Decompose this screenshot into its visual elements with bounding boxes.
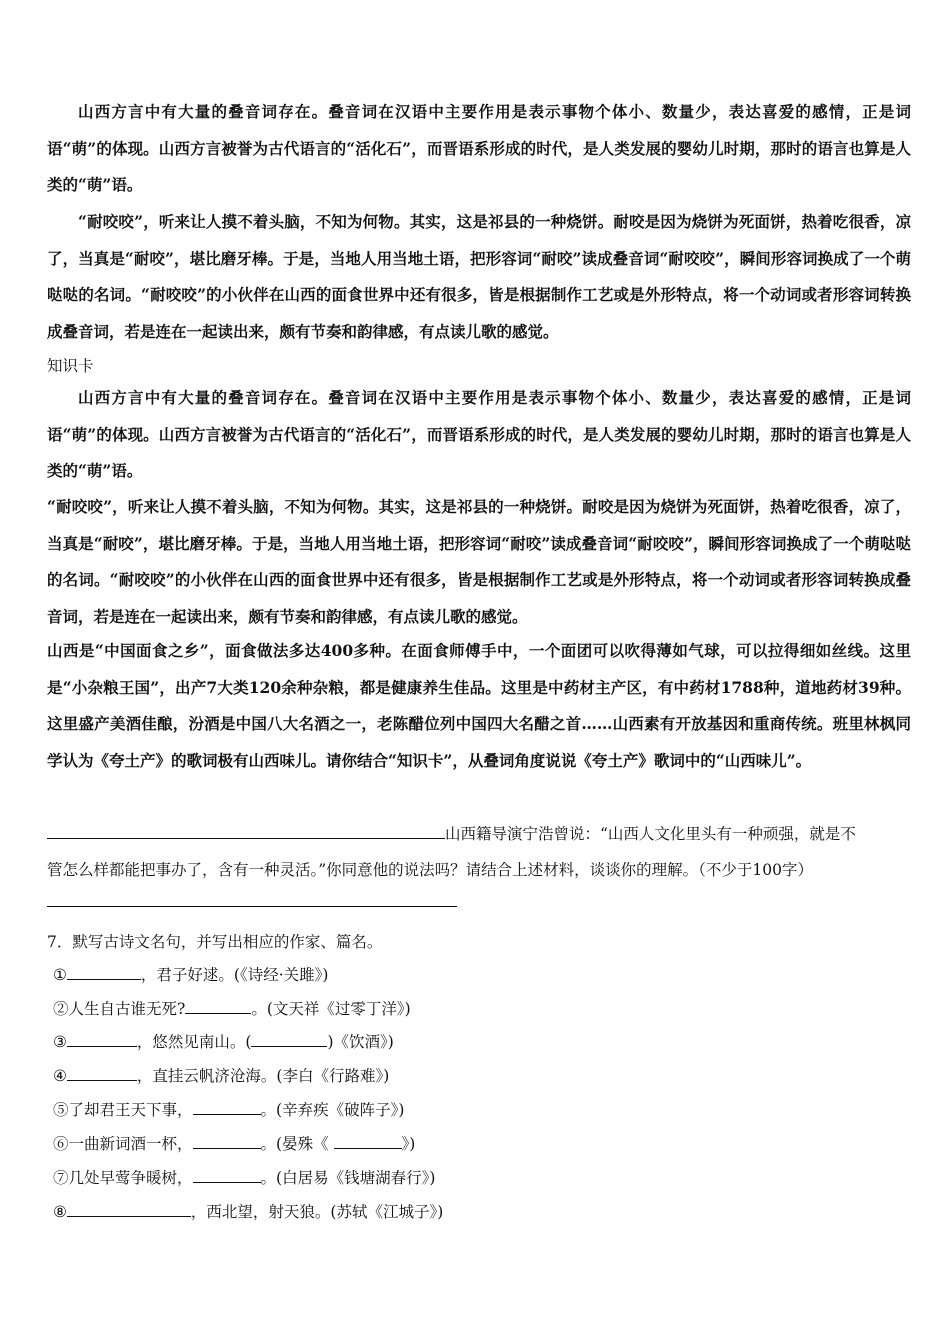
- poem-blank[interactable]: [67, 962, 141, 980]
- poem-title-blank[interactable]: [334, 1131, 402, 1149]
- poem-blank[interactable]: [193, 1097, 261, 1115]
- poem-blank[interactable]: [67, 1199, 191, 1217]
- answer-blank-line[interactable]: [47, 821, 445, 839]
- poem-item-5: ⑤了却君王天下事， 。(辛弃疾《破阵子》): [53, 1097, 404, 1120]
- poem-item-8: ⑧ ，西北望，射天狼。(苏轼《江城子》): [53, 1199, 443, 1222]
- poem-blank[interactable]: [193, 1131, 261, 1149]
- knowledge-card-paragraph-2: “耐咬咬”，听来让人摸不着头脑，不知为何物。其实，这是祁县的一种烧饼。耐咬是因为烧饼为死面饼，热着吃很香，凉了，当真是“耐咬”，堪比磨牙棒。于是，当地人用当地土语，把形容词“耐咬”读成叠音词“耐咬咬”，瞬间形容词换成了一个萌哒哒的名词。“耐咬咬”的小伙伴在山西的面食世界中还有很多，皆是根据制作工艺或是外形特点，将一个动词或者形容词转换成叠音词，若是连在一起读出来，颇有节奏和韵律感，有点读儿歌的感觉。: [47, 497, 911, 626]
- poem-author-blank[interactable]: [251, 1029, 327, 1047]
- poem-blank[interactable]: [67, 1029, 137, 1047]
- poem-item-3: ③ ，悠然见南山。( )《饮酒》): [53, 1029, 394, 1052]
- knowledge-card-label: 知识卡: [47, 357, 94, 375]
- poem-item-4: ④ ，直挂云帆济沧海。(李白《行路难》): [53, 1063, 389, 1086]
- director-quote-line-1: 山西籍导演宁浩曾说：“山西人文化里头有一种顽强，就是不: [47, 816, 911, 852]
- poem-item-7: ⑦几处早莺争暖树， 。(白居易《钱塘湖春行》): [53, 1165, 435, 1188]
- poem-blank[interactable]: [67, 1063, 137, 1081]
- question-7-title: 7．默写古诗文名句，并写出相应的作家、篇名。: [47, 933, 383, 951]
- shanxi-intro-paragraph: 山西是“中国面食之乡”，面食做法多达400多种。在面食师傅手中，一个面团可以吹得薄如气球，可以拉得细如丝线。这里是“小杂粮王国”，出产7大类120余种杂粮，都是健康养生佳品。这里是中药材主产区，有中药材1788种，道地药材39种。这里盛产美酒佳酿，汾酒是中国八大名酒之一，老陈醋位列中国四大名醋之首……山西素有开放基因和重商传统。班里林枫同学认为《夸土产》的歌词极有山西味儿。请你结合“知识卡”，从叠词角度说说《夸土产》歌词中的“山西味儿”。: [47, 641, 911, 770]
- answer-blank-row: [47, 884, 911, 920]
- poem-item-1: ① ，君子好逑。(《诗经·关雎》): [53, 962, 328, 985]
- answer-blank-line-2[interactable]: [47, 889, 457, 907]
- poem-item-6: ⑥一曲新词酒一杯， 。(晏殊《 》): [53, 1131, 415, 1154]
- poem-blank[interactable]: [193, 1165, 261, 1183]
- passage-paragraph-1: 山西方言中有大量的叠音词存在。叠音词在汉语中主要作用是表示事物个体小、数量少，表达喜爱的感情，正是词语“萌”的体现。山西方言被誉为古代语言的“活化石”，而晋语系形成的时代，是人类发展的婴幼儿时期，那时的语言也算是人类的“萌”语。: [47, 102, 911, 194]
- director-quote-line-2: 管怎么样都能把事办了，含有一种灵活。”你同意他的说法吗？请结合上述材料，谈谈你的理解。（不少于100字）: [47, 861, 814, 879]
- knowledge-card-paragraph-1: 山西方言中有大量的叠音词存在。叠音词在汉语中主要作用是表示事物个体小、数量少，表达喜爱的感情，正是词语“萌”的体现。山西方言被誉为古代语言的“活化石”，而晋语系形成的时代，是人类发展的婴幼儿时期，那时的语言也算是人类的“萌”语。: [47, 388, 911, 480]
- poem-item-2: ②人生自古谁无死? 。(文天祥《过零丁洋》): [53, 996, 411, 1019]
- passage-paragraph-2: “耐咬咬”，听来让人摸不着头脑，不知为何物。其实，这是祁县的一种烧饼。耐咬是因为烧饼为死面饼，热着吃很香，凉了，当真是“耐咬”，堪比磨牙棒。于是，当地人用当地土语，把形容词“耐咬”读成叠音词“耐咬咬”，瞬间形容词换成了一个萌哒哒的名词。“耐咬咬”的小伙伴在山西的面食世界中还有很多，皆是根据制作工艺或是外形特点，将一个动词或者形容词转换成叠音词，若是连在一起读出来，颇有节奏和韵律感，有点读儿歌的感觉。: [47, 212, 911, 341]
- poem-blank[interactable]: [185, 996, 251, 1014]
